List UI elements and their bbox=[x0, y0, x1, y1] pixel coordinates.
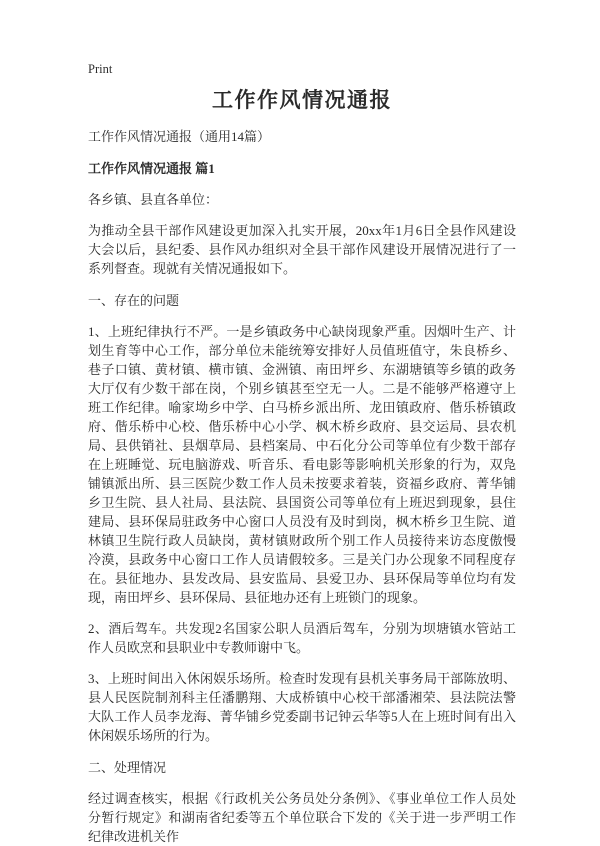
intro-paragraph: 为推动全县干部作风建设更加深入扎实开展，20xx年1月6日全县作风建设大会以后，县纪委、县作风办组织对全县干部作风建设开展情况进行了一系列督查。现就有关情况通报如下。 bbox=[88, 223, 516, 276]
section-heading-problems: 一、存在的问题 bbox=[88, 293, 180, 308]
problem-item-2: 2、酒后驾车。共发现2名国家公职人员酒后驾车，分别为坝塘镇水管站工作人员欧烹和县职业中专教师谢中飞。 bbox=[88, 621, 516, 655]
article-heading: 工作作风情况通报 篇1 bbox=[88, 161, 215, 176]
problem-item-3: 3、上班时间出入休闲娱乐场所。检查时发现有县机关事务局干部陈放明、县人民医院制剂科主任潘鹏翔、大成桥镇中心校干部潘湘荣、县法院法警大队工作人员李龙海、菁华铺乡党委副书记钟云华等5人在上班时间有出入休闲娱乐场所的行为。 bbox=[88, 671, 516, 743]
closing-paragraph: 经过调查核实，根据《行政机关公务员处分条例》、《事业单位工作人员处分暂行规定》和湖南省纪委等五个单位联合下发的《关于进一步严明工作纪律改进机关作 bbox=[88, 791, 516, 844]
salutation: 各乡镇、县直各单位： bbox=[88, 192, 219, 207]
document-subtitle: 工作作风情况通报（通用14篇） bbox=[88, 129, 271, 144]
problem-item-1: 1、上班纪律执行不严。一是乡镇政务中心缺岗现象严重。因烟叶生产、计划生育等中心工作，部分单位未能统筹安排好人员值班值守，朱良桥乡、巷子口镇、黄材镇、横市镇、金洲镇、南田坪乡、东湖塘镇等乡镇的政务大厅仅有少数干部在岗，个别乡镇甚至空无一人。二是不能够严格遵守上班工作纪律。喻家坳乡中学、白马桥乡派出所、龙田镇政府、偕乐桥镇政府、偕乐桥中心校、偕乐桥中心小学、枫木桥乡政府、县交运局、县农机局、县供销社、县烟草局、县档案局、中石化分公司等单位有少数干部存在上班睡觉、玩电脑游戏、听音乐、看电影等影响机关形象的行为，双凫铺镇派出所、县三医院少数工作人员未按要求着装，资福乡政府、菁华铺乡卫生院、县人社局、县法院、县国资公司等单位有上班迟到现象，县住建局、县环保局驻政务中心窗口人员没有及时到岗，枫木桥乡卫生院、道林镇卫生院行政人员缺岗，黄材镇财政所个别工作人员接待来访态度傲慢冷漠，县政务中心窗口工作人员请假较多。三是关门办公现象不同程度存在。县征地办、县发改局、县安监局、县爱卫办、县环保局等单位均有发现，南田坪乡、县环保局、县征地办还有上班锁门的现象。 bbox=[88, 324, 516, 605]
print-link[interactable]: Print bbox=[88, 62, 113, 76]
document-title: 工作作风情况通报 bbox=[212, 88, 392, 112]
section-heading-handling: 二、处理情况 bbox=[88, 760, 167, 775]
